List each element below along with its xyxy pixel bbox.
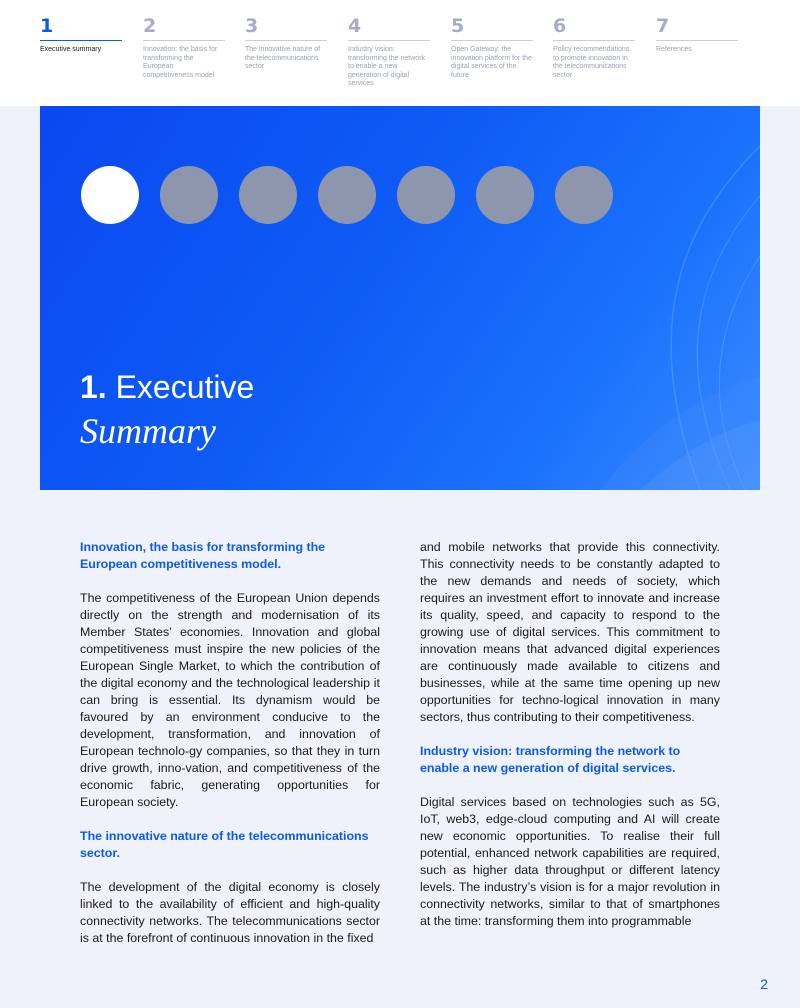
nav-chapter-label: The innovative nature of the telecommunications sector [245,46,321,71]
section-heading: Industry vision: transforming the network to enable a new generation of digital services. [420,744,681,775]
chapter-dot-3[interactable] [239,166,297,224]
nav-underline [451,40,533,41]
nav-chapter-label: References [656,46,692,53]
nav-chapter-number: 6 [553,15,567,37]
nav-chapter-label: Innovation: the basis for transforming the European competitiveness model [143,46,218,79]
paragraph: The development of the digital economy is closely linked to the availability of efficient and high-quality connectivity networks. The telecommunications sector is at the forefront of continuous innovation in the fixed [80,880,380,945]
title-italic: Summary [80,411,216,451]
nav-chapter-number: 2 [143,15,157,37]
nav-underline [143,40,225,41]
nav-chapter-number: 5 [451,15,465,37]
chapter-dot-7[interactable] [555,166,613,224]
nav-chapter-number: 7 [656,15,670,37]
nav-underline [553,40,635,41]
paragraph: The competitiveness of the European Union depends directly on the strength and modernisation of its Member States’ economies. Innovation and global competitiveness must inspire the new policies of the European Single Market, to which the contribution of the digital economy and the technological leadership it can bring is essential. Its dynamism would be favoured by an environment conducive to the development, transformation, and innovation of European technolo-gy companies, so that they in turn drive growth, inno-vation, and competitiveness of the economic fabric, generating opportunities for European society. [80,591,380,809]
chapter-dot-6[interactable] [476,166,534,224]
nav-chapter-label: Industry vision: transforming the network to enable a new generation of digital services [348,46,426,88]
nav-underline [348,40,430,41]
nav-chapter-number: 4 [348,15,362,37]
text-column-right [420,539,720,930]
paragraph: and mobile networks that provide this connectivity. This connectivity needs to be constantly adapted to the new demands and needs of society, which requires an investment effort to innovate and increase its quality, speed, and capacity to respond to the growing use of digital services. This commitment to innovation means that advanced digital experiences are continuously made available to citizens and businesses, while at the same time opening up new opportunities for techno-logical innovation in many sectors, thus contributing to their competitiveness. [420,540,720,724]
nav-chapter-label: Executive summary [40,46,102,53]
nav-underline [40,40,122,41]
nav-underline [245,40,327,41]
nav-chapter-6[interactable] [553,14,635,80]
nav-chapter-5[interactable] [451,14,533,80]
chapter-navigation [0,0,800,106]
section-heading: Innovation, the basis for transforming the European competitiveness model. [80,540,326,571]
text-column-left [80,539,380,947]
chapter-dot-2[interactable] [160,166,218,224]
paragraph: Digital services based on technologies such as 5G, IoT, web3, edge-cloud computing and AI will create new economic opportunities. To realise their full potential, enhanced network capabilities are required, such as higher data throughput or different latency levels. The industry’s vision is for a major revolution in connectivity networks, similar to that of smartphones at the time: transforming them into programmable [420,795,720,928]
chapter-dot-4[interactable] [318,166,376,224]
nav-chapter-4[interactable] [348,14,430,89]
nav-chapter-1[interactable] [40,14,122,55]
nav-chapter-number: 3 [245,15,259,37]
nav-chapter-number: 1 [40,15,54,37]
nav-chapter-3[interactable] [245,14,327,72]
page-number: 2 [760,976,768,992]
nav-chapter-2[interactable] [143,14,225,80]
nav-chapter-label: Open Gateway: the innovation platform for the digital services of the future [451,46,532,79]
chapter-dot-1[interactable] [81,166,139,224]
section-heading: The innovative nature of the telecommunications sector. [80,829,369,860]
nav-underline [656,40,738,41]
nav-chapter-label: Policy recommendations to promote innovation in the telecommunications sector [553,46,630,79]
chapter-dot-5[interactable] [397,166,455,224]
title-number: 1. [80,369,107,405]
hero-banner [40,106,760,490]
nav-chapter-7[interactable] [656,14,738,55]
title-word: Executive [115,369,255,405]
page-title [80,368,254,453]
